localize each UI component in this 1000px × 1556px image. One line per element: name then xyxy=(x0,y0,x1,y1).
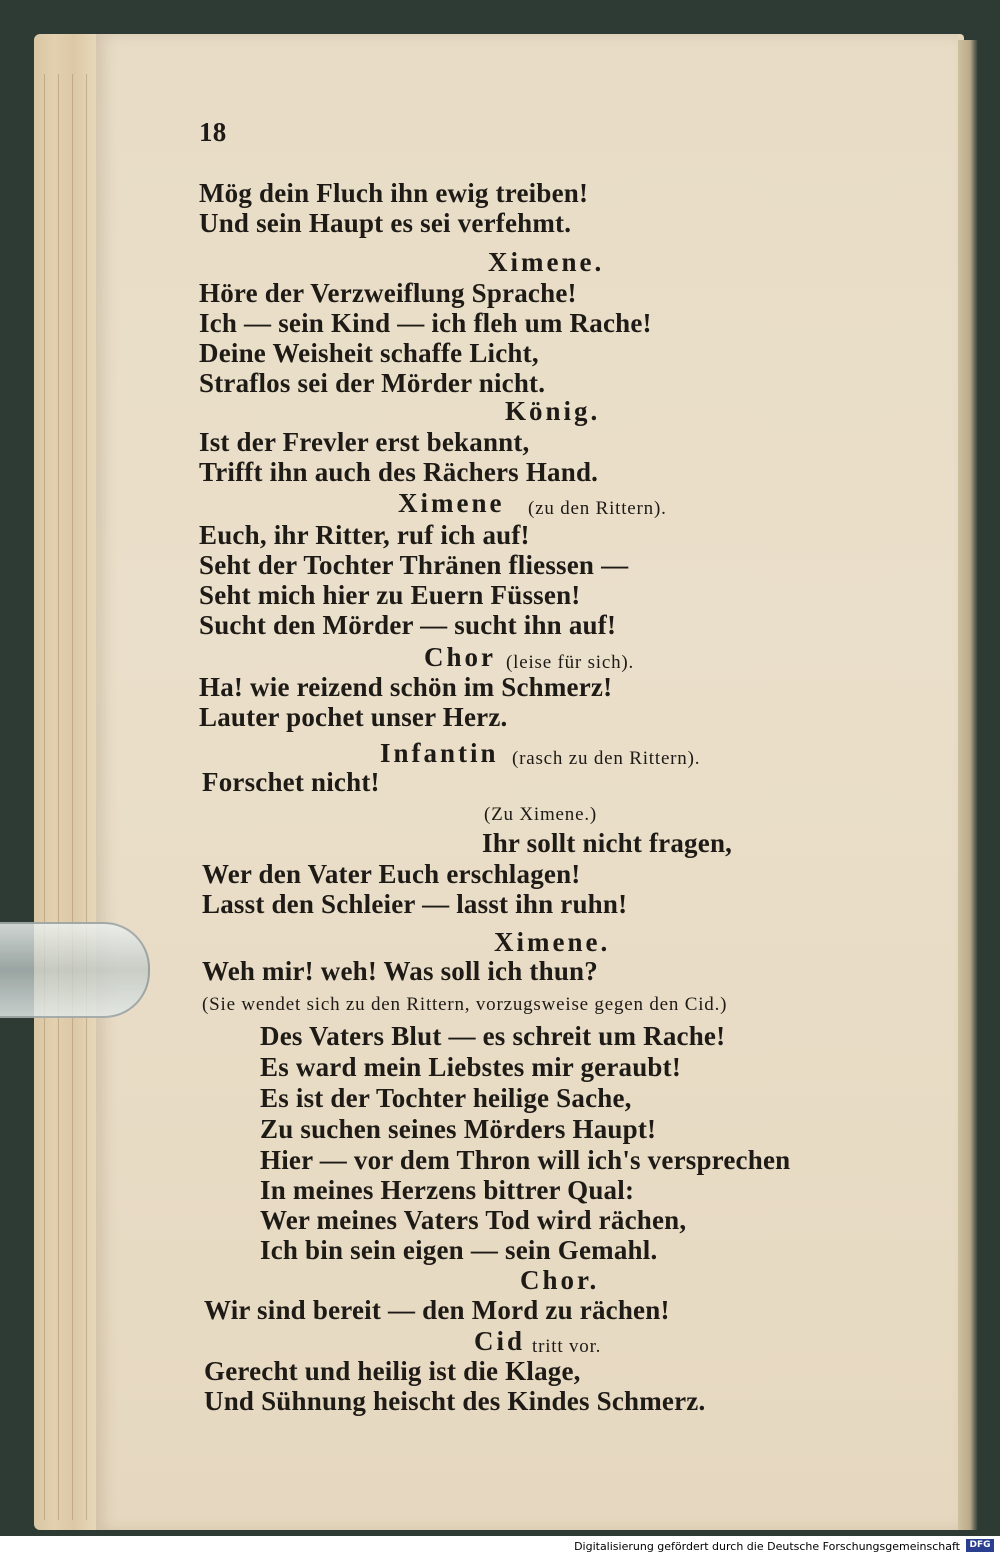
verse-line: Wir sind bereit — den Mord zu rächen! xyxy=(204,1295,670,1325)
digitization-footer xyxy=(0,1536,1000,1556)
verse-line: Zu suchen seines Mörders Haupt! xyxy=(260,1114,657,1144)
speaker-name: Infantin xyxy=(380,738,499,768)
verse-line: Höre der Verzweiflung Sprache! xyxy=(199,278,577,308)
speaker-name: Ximene. xyxy=(494,927,611,957)
funding-credit: Digitalisierung gefördert durch die Deutsche Forschungsgemeinschaft xyxy=(574,1540,960,1553)
speaker-name: Ximene xyxy=(398,488,505,518)
verse-line: Lasst den Schleier — lasst ihn ruhn! xyxy=(202,889,628,919)
stage-direction: (Zu Ximene.) xyxy=(484,804,598,825)
verse-line: Mög dein Fluch ihn ewig treiben! xyxy=(199,178,589,208)
verse-line: Wer den Vater Euch erschlagen! xyxy=(202,859,581,889)
stage-direction: (Sie wendet sich zu den Rittern, vorzugsweise gegen den Cid.) xyxy=(202,994,728,1015)
verse-line: Hier — vor dem Thron will ich's versprechen xyxy=(260,1145,791,1175)
verse-line: Trifft ihn auch des Rächers Hand. xyxy=(199,457,599,487)
speaker-name: Chor xyxy=(424,642,496,672)
verse-line: Ist der Frevler erst bekannt, xyxy=(199,427,530,457)
verse-line: Weh mir! weh! Was soll ich thun? xyxy=(202,956,598,986)
verse-line: Euch, ihr Ritter, ruf ich auf! xyxy=(199,520,530,550)
verse-line: Sucht den Mörder — sucht ihn auf! xyxy=(199,610,617,640)
verse-line: Seht der Tochter Thränen fliessen — xyxy=(199,550,629,580)
verse-line: Seht mich hier zu Euern Füssen! xyxy=(199,580,581,610)
page-number: 18 xyxy=(199,117,227,147)
dfg-logo: DFG xyxy=(966,1539,994,1552)
speaker-name: Ximene. xyxy=(488,247,605,277)
speaker-name: Chor. xyxy=(520,1265,600,1295)
verse-line: Ich — sein Kind — ich fleh um Rache! xyxy=(199,308,652,338)
verse-line: Ihr sollt nicht fragen, xyxy=(482,828,733,858)
speaker-name: König. xyxy=(505,396,601,426)
stage-direction: tritt vor. xyxy=(532,1336,602,1357)
verse-line: Es ward mein Liebstes mir geraubt! xyxy=(260,1052,682,1082)
verse-line: Und Sühnung heischt des Kindes Schmerz. xyxy=(204,1386,706,1416)
stage-direction: (zu den Rittern). xyxy=(528,498,667,519)
verse-line: Lauter pochet unser Herz. xyxy=(199,702,508,732)
speaker-name: Cid xyxy=(474,1326,526,1356)
verse-line: Forschet nicht! xyxy=(202,767,380,797)
verse-line: Es ist der Tochter heilige Sache, xyxy=(260,1083,632,1113)
verse-line: Straflos sei der Mörder nicht. xyxy=(199,368,546,398)
verse-line: Ich bin sein eigen — sein Gemahl. xyxy=(260,1235,658,1265)
verse-line: Gerecht und heilig ist die Klage, xyxy=(204,1356,581,1386)
verse-line: Wer meines Vaters Tod wird rächen, xyxy=(260,1205,687,1235)
verse-line: Des Vaters Blut — es schreit um Rache! xyxy=(260,1021,726,1051)
verse-line: Ha! wie reizend schön im Schmerz! xyxy=(199,672,613,702)
stage-direction: (leise für sich). xyxy=(506,652,635,673)
verse-line: In meines Herzens bittrer Qual: xyxy=(260,1175,635,1205)
verse-line: Deine Weisheit schaffe Licht, xyxy=(199,338,539,368)
verse-line: Und sein Haupt es sei verfehmt. xyxy=(199,208,572,238)
stage-direction: (rasch zu den Rittern). xyxy=(512,748,701,769)
